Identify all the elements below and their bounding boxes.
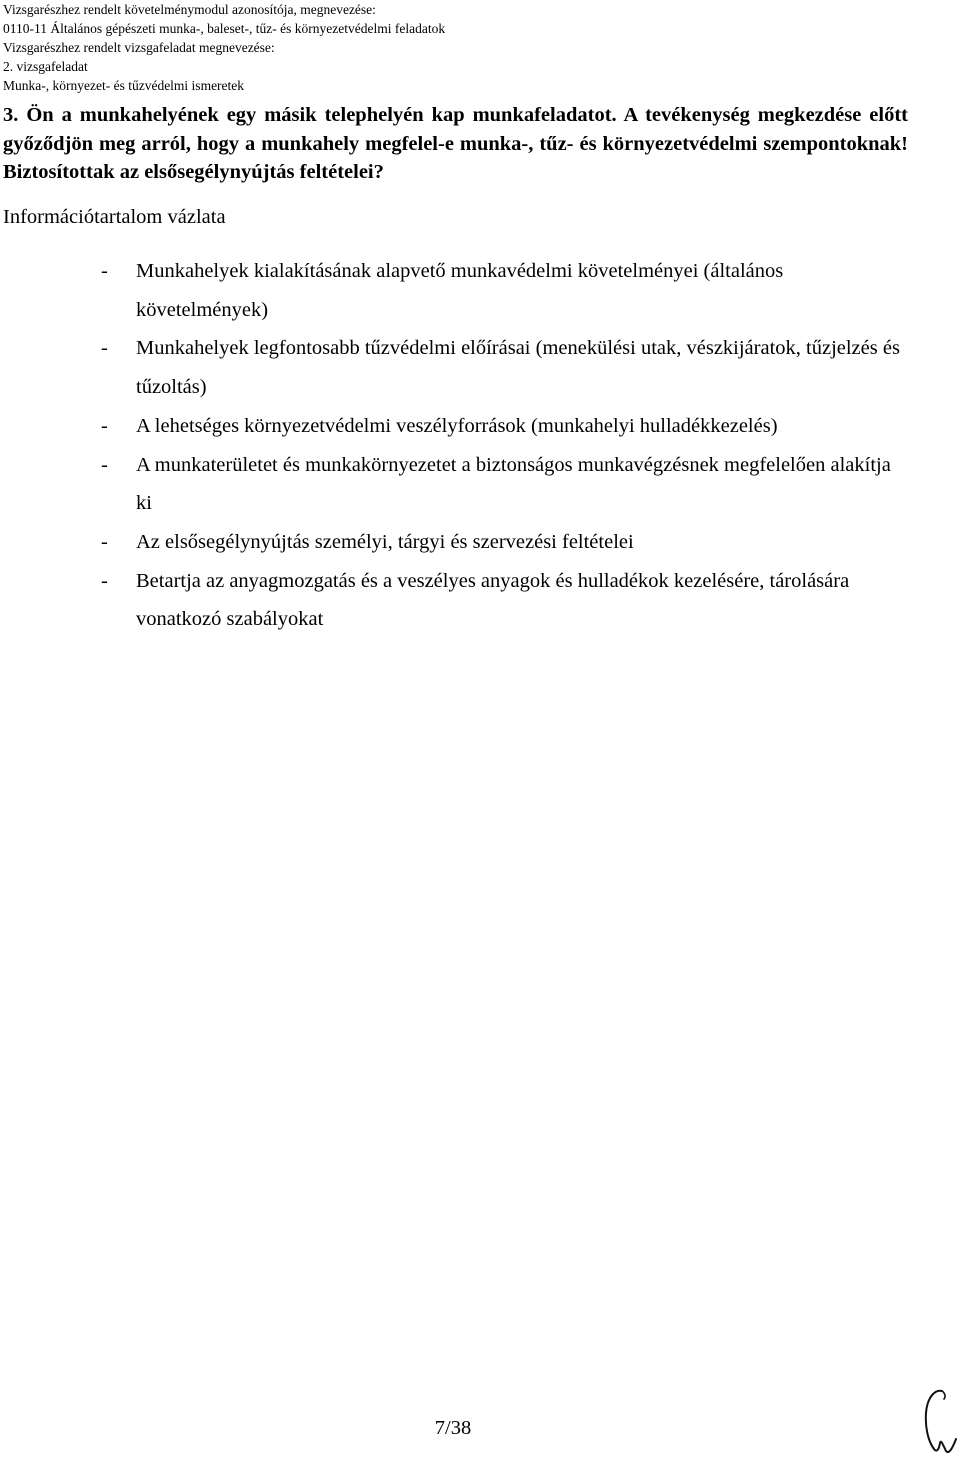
outline-item-text: Munkahelyek kialakításának alapvető munkavédelmi követelményei (általános követelmények) xyxy=(136,260,784,321)
bullet-dash: - xyxy=(101,414,108,437)
outline-item-text: Az elsősegélynyújtás személyi, tárgyi és szervezési feltételei xyxy=(136,530,634,553)
outline-item-text: Munkahelyek legfontosabb tűzvédelmi előírásai (menekülési utak, vészkijáratok, tűzjelzés és tűzoltás) xyxy=(136,337,900,399)
outline-item xyxy=(101,329,901,406)
header-task-number: 2. vizsgafeladat xyxy=(3,59,88,74)
outline-item xyxy=(101,446,901,523)
outline-list xyxy=(101,252,901,639)
outline-item-text: A munkaterületet és munkakörnyezetet a biztonságos munkavégzésnek megfelelően alakítja ki xyxy=(136,453,891,515)
document-header xyxy=(3,0,953,95)
bullet-dash: - xyxy=(101,530,108,553)
outline-item xyxy=(101,523,901,562)
page-number: 7/38 xyxy=(434,1417,472,1439)
header-module-name: 0110-11 Általános gépészeti munka-, baleset-, tűz- és környezetvédelmi feladatok xyxy=(3,21,446,36)
bullet-dash: - xyxy=(101,453,108,476)
header-module-label: Vizsgarészhez rendelt követelménymodul azonosítója, megnevezése: xyxy=(3,2,376,17)
handwritten-signature xyxy=(918,1385,960,1457)
header-task-name: Munka-, környezet- és tűzvédelmi ismeretek xyxy=(3,78,245,93)
header-task-label: Vizsgarészhez rendelt vizsgafeladat megnevezése: xyxy=(3,40,275,55)
bullet-dash: - xyxy=(101,569,108,592)
outline-item xyxy=(101,562,901,639)
outline-item-text: A lehetséges környezetvédelmi veszélyforrások (munkahelyi hulladékkezelés) xyxy=(136,414,778,437)
outline-item-text: Betartja az anyagmozgatás és a veszélyes anyagok és hulladékok kezelésére, tárolására vonatkozó szabályokat xyxy=(136,569,850,631)
outline-title: Információtartalom vázlata xyxy=(3,206,226,228)
outline-item xyxy=(101,252,901,329)
exam-question: 3. Ön a munkahelyének egy másik telephelyén kap munkafeladatot. A tevékenység megkezdése előtt győződjön meg arról, hogy a munkahely megfelel-e munka-, tűz- és környezetvédelmi szempontoknak! Biztosítottak az elsősegélynyújtás feltételei? xyxy=(3,104,908,183)
outline-item xyxy=(101,407,901,446)
bullet-dash: - xyxy=(101,260,108,282)
bullet-dash: - xyxy=(101,337,108,360)
